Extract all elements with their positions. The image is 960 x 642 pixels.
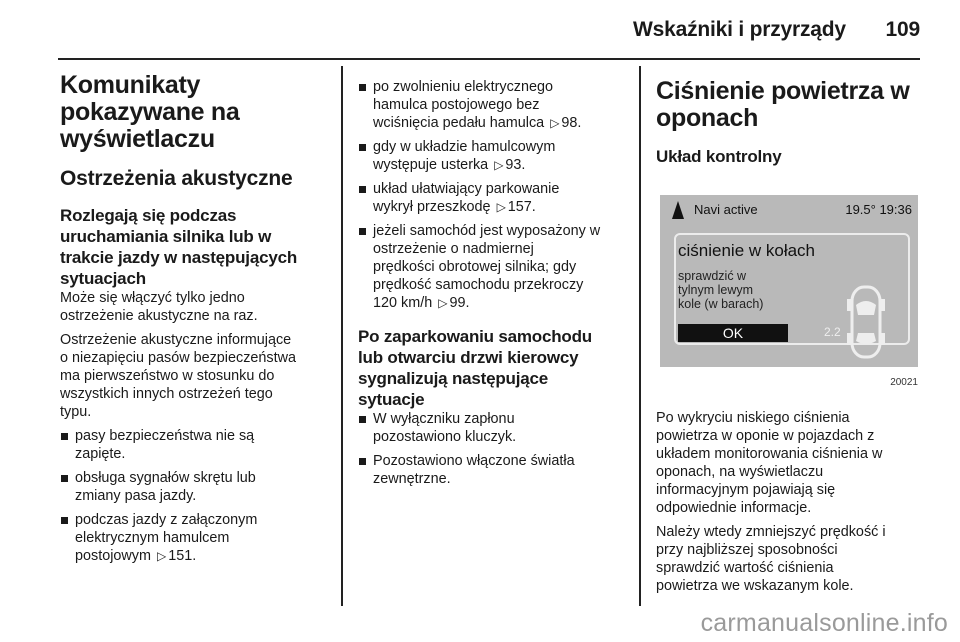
- pressure-value: 2.2: [824, 325, 841, 339]
- text-line: prędkości obrotowej silnika; gdy: [373, 259, 577, 275]
- section-title-line: pokazywane na: [60, 98, 240, 126]
- subheading-line: lub otwarciu drzwi kierowcy: [358, 348, 579, 367]
- text-line: zmiany pasa jazdy.: [75, 488, 197, 504]
- text-line: zewnętrzne.: [373, 471, 451, 487]
- paragraph: [656, 409, 926, 517]
- text-line: sprawdzić wartość ciśnienia: [656, 560, 834, 576]
- text-line: Ostrzeżenie akustyczne informujące: [60, 332, 292, 348]
- header-title: Wskaźniki i przyrządy: [633, 18, 846, 41]
- header-rule: [58, 58, 920, 60]
- text-line: powietrza w oponie w pojazdach z: [656, 428, 875, 444]
- temperature-time: 19.5° 19:36: [845, 202, 912, 217]
- subheading-startup: [60, 205, 330, 289]
- list-item: [358, 452, 628, 488]
- page-reference-arrow-icon[interactable]: ▷: [156, 549, 167, 563]
- text-line: podczas jazdy z załączonym: [75, 512, 258, 528]
- square-bullet-icon: [359, 416, 366, 423]
- text-line: prędkość samochodu przekroczy: [373, 277, 584, 293]
- text-line: informacyjnym pojawiają się: [656, 482, 836, 498]
- text-line: jeżeli samochód jest wyposażony w: [373, 223, 601, 239]
- column-1: [60, 72, 330, 571]
- column-divider-1: [341, 66, 343, 606]
- section-title-line: oponach: [656, 104, 759, 132]
- section-title-line: Ciśnienie powietrza w: [656, 77, 910, 105]
- section-title-line: Komunikaty: [60, 71, 201, 99]
- list-item: [358, 78, 628, 132]
- list-item: [358, 138, 628, 174]
- subheading-parking: [358, 326, 628, 410]
- text-line: ostrzeżenie akustyczne na raz.: [60, 308, 258, 324]
- text-line: typu.: [60, 404, 92, 420]
- subheading-line: Po zaparkowaniu samochodu: [358, 327, 592, 346]
- paragraph: [60, 289, 330, 325]
- text-line: Pozostawiono włączone światła: [373, 453, 575, 469]
- column-2: [358, 78, 628, 494]
- square-bullet-icon: [359, 84, 366, 91]
- column-divider-2: [639, 66, 641, 606]
- text-line: przy najbliższej sposobności: [656, 542, 838, 558]
- section-title: [656, 78, 926, 132]
- text-line: wciśnięcia pedału hamulca: [373, 115, 545, 131]
- text-line: oponach, na wyświetlaczu: [656, 464, 824, 480]
- page-reference[interactable]: 93.: [505, 157, 526, 173]
- page-reference-arrow-icon[interactable]: ▷: [494, 158, 504, 172]
- square-bullet-icon: [61, 475, 68, 482]
- subheading-line: uruchamiania silnika lub w: [60, 227, 272, 246]
- tire-pressure-display-figure: [656, 183, 918, 393]
- text-line: powietrza we wskazanym kole.: [656, 578, 854, 594]
- page-reference-arrow-icon[interactable]: ▷: [550, 116, 560, 130]
- text-line: gdy w układzie hamulcowym: [373, 139, 556, 155]
- text-line: Po wykryciu niskiego ciśnienia: [656, 410, 850, 426]
- subheading-line: sytuacjach: [60, 269, 146, 288]
- page-reference[interactable]: 98.: [561, 115, 582, 131]
- car-top-view-icon: [846, 283, 886, 361]
- text-line: układ ułatwiający parkowanie: [373, 181, 560, 197]
- list-item: [60, 427, 330, 463]
- page-header: [633, 18, 920, 42]
- page-reference-arrow-icon[interactable]: ▷: [496, 200, 506, 214]
- text-line: ostrzeżenie o nadmiernej: [373, 241, 534, 257]
- text-line: odpowiednie informacje.: [656, 500, 812, 516]
- square-bullet-icon: [359, 144, 366, 151]
- square-bullet-icon: [359, 228, 366, 235]
- text-line: pasy bezpieczeństwa nie są: [75, 428, 255, 444]
- page-reference[interactable]: 157.: [507, 199, 536, 215]
- page-number: 109: [885, 18, 920, 41]
- list-item: [358, 180, 628, 216]
- text-line: wszystkich innych ostrzeżeń tego: [60, 386, 273, 402]
- text-line: występuje usterka: [373, 157, 489, 173]
- text-line: pozostawiono kluczyk.: [373, 429, 517, 445]
- bullet-list: [60, 427, 330, 565]
- warning-title: ciśnienie w kołach: [678, 241, 816, 260]
- text-line: Należy wtedy zmniejszyć prędkość i: [656, 524, 886, 540]
- text-line: zapięte.: [75, 446, 126, 462]
- subheading-line: sytuacje: [358, 390, 425, 409]
- text-line: tylnym lewym: [678, 283, 754, 297]
- text-line: o niezapięciu pasów bezpieczeństwa: [60, 350, 296, 366]
- square-bullet-icon: [359, 186, 366, 193]
- list-item: [358, 222, 628, 312]
- square-bullet-icon: [61, 433, 68, 440]
- nav-status: Navi active: [694, 202, 758, 217]
- text-line: hamulca postojowego bez: [373, 97, 540, 113]
- square-bullet-icon: [61, 517, 68, 524]
- bullet-list: [358, 78, 628, 312]
- paragraph: [60, 331, 330, 421]
- text-line: sprawdzić w: [678, 269, 747, 283]
- watermark: carmanualsonline.info: [700, 609, 948, 637]
- text-line: postojowym: [75, 548, 151, 564]
- bullet-list: [358, 410, 628, 488]
- text-line: układem monitorowania ciśnienia w: [656, 446, 883, 462]
- subheading-line: sygnalizują następujące: [358, 369, 549, 388]
- page-reference[interactable]: 151.: [168, 548, 197, 564]
- text-line: po zwolnieniu elektrycznego: [373, 79, 553, 95]
- subheading-line: Rozlegają się podczas: [60, 206, 237, 225]
- text-line: W wyłączniku zapłonu: [373, 411, 515, 427]
- list-item: [358, 410, 628, 446]
- text-line: 120 km/h: [373, 295, 433, 311]
- column-3: [656, 78, 926, 601]
- list-item: [60, 469, 330, 505]
- text-line: ma pierwszeństwo w stosunku do: [60, 368, 275, 384]
- ok-button[interactable]: OK: [678, 324, 788, 342]
- figure-code: 20021: [890, 377, 918, 388]
- paragraph: [656, 523, 926, 595]
- subheading-line: trakcie jazdy w następujących: [60, 248, 298, 267]
- section-title: [60, 72, 330, 153]
- navigation-arrow-icon: [672, 201, 684, 219]
- text-line: wykrył przeszkodę: [373, 199, 491, 215]
- text-line: elektrycznym hamulcem: [75, 530, 230, 546]
- page-reference[interactable]: 99.: [449, 295, 470, 311]
- list-item: [60, 511, 330, 565]
- text-line: Może się włączyć tylko jedno: [60, 290, 245, 306]
- display-status-bar: [660, 195, 918, 223]
- section-title-line: wyświetlaczu: [60, 125, 215, 153]
- page-reference-arrow-icon[interactable]: ▷: [438, 296, 448, 310]
- subheading-monitoring: Układ kontrolny: [656, 147, 782, 166]
- square-bullet-icon: [359, 458, 366, 465]
- subsection-title: Ostrzeżenia akustyczne: [60, 167, 293, 190]
- warning-message: [678, 269, 763, 311]
- text-line: kole (w barach): [678, 297, 764, 311]
- text-line: obsługa sygnałów skrętu lub: [75, 470, 256, 486]
